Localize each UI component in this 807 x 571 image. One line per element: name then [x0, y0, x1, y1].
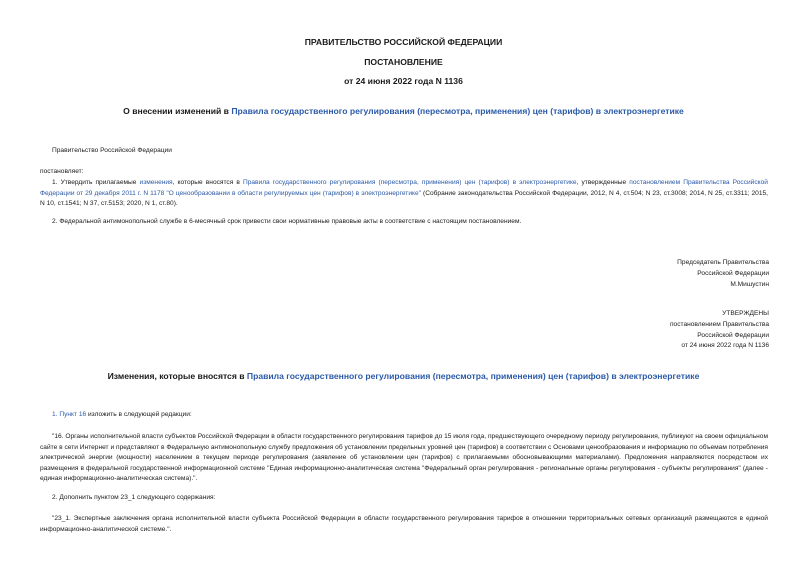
- signature-block: [677, 258, 769, 290]
- resolution-title-prefix: О внесении изменений в: [123, 106, 232, 116]
- clause-16-link[interactable]: Пункт 16: [59, 411, 87, 418]
- change-1: [52, 410, 780, 421]
- rules-link-changes[interactable]: Правила государственного регулирования (пересмотра, применения) цен (тарифов) в электроэнергетике: [246, 371, 700, 381]
- date-number-heading: от 24 июня 2022 года N 1136: [344, 76, 463, 86]
- clause-23-1-text: "23_1. Экспертные заключения органа исполнительной власти субъекта Российской Федерации в области государственного регулирования тарифов в отношении территориальных сетевых организаций размещаются в единой информационно-аналитической системе.".: [40, 515, 768, 533]
- approval-line-2: постановлением Правительства: [669, 320, 769, 328]
- rules-link-title[interactable]: Правила государственного регулирования (пересмотра, применения) цен (тарифов) в электроэнергетике: [231, 106, 684, 116]
- approval-line-4: от 24 июня 2022 года N 1136: [681, 342, 769, 350]
- signature-position-1: Председатель Правительства: [677, 259, 769, 266]
- signature-position-2: Российской Федерации: [697, 269, 769, 277]
- government-heading: ПРАВИТЕЛЬСТВО РОССИЙСКОЙ ФЕДЕРАЦИИ: [304, 37, 503, 47]
- item-1-mid2: , утвержденные: [576, 179, 630, 186]
- approval-line-3: Российской Федерации: [697, 331, 769, 339]
- change-1-rest: изложить в следующей редакции:: [86, 411, 192, 418]
- change-1-num[interactable]: 1.: [52, 411, 60, 418]
- resolution-title: [0, 106, 807, 116]
- changes-title: [0, 371, 807, 381]
- signature-name: М.Мишустин: [730, 280, 769, 288]
- item-1-end: (Собрание законодательства Российской Федерации, 2012, N 4, ст.504; N 23, ст.3008; 2014, N 25, ст.3311; 2015, N 10, ст.1541; N 37, ст.5153; 2020, N 1, ст.80).: [40, 189, 768, 207]
- item-1-start: 1. Утвердить прилагаемые: [52, 179, 140, 186]
- doc-type-heading: ПОСТАНОВЛЕНИЕ: [364, 57, 443, 67]
- rules-link-item1[interactable]: Правила государственного регулирования (пересмотра, применения) цен (тарифов) в электроэнергетике: [242, 179, 577, 186]
- item-1-mid1: , которые вносятся в: [172, 179, 243, 186]
- approval-line-1: УТВЕРЖДЕНЫ: [722, 310, 769, 317]
- item-1: [40, 178, 768, 210]
- changes-title-prefix: Изменения, которые вносятся в: [107, 371, 247, 381]
- issuer-text: Правительство Российской Федерации: [52, 147, 172, 154]
- changes-link[interactable]: изменения: [139, 179, 173, 186]
- item-2: 2. Федеральной антимонопольной службе в 6-месячный срок привести свои нормативные правовые акты в соответствие с настоящим постановлением.: [52, 218, 522, 225]
- resolution-1178-link[interactable]: постановлением Правительства Российской Федерации от 29 декабря 2011 г. N 1178 "О ценообразовании в области регулируемых цен (тарифов) в электроэнергетике": [40, 179, 768, 197]
- approval-block: [670, 309, 769, 352]
- clause-16-text: "16. Органы исполнительной власти субъектов Российской Федерации в области государственного регулирования тарифов до 15 июля года, предшествующего очередному периоду регулирования, публикуют на своем официальном сайте в сети Интернет и представляют в Федеральную антимонопольную службу предложения об установлении предельных уровней цен (тарифов) в соответствии с Основами ценообразования и информацию по объемам потребления электрической энергии (мощности) населением в текущем периоде регулирования (заявление об установлении цен (тарифов) с прилагаемыми обосновывающими материалами). Предложения направляются посредством их размещения в федеральной государственной информационной системе "Единая информационно-аналитическая система "Федеральный орган регулирования - региональные органы регулирования - субъекты регулирования" (далее - единая информационно-аналитическая система).".: [40, 433, 768, 482]
- change-2: 2. Дополнить пунктом 23_1 следующего содержания:: [52, 494, 216, 501]
- resolves-text: постановляет:: [40, 168, 84, 175]
